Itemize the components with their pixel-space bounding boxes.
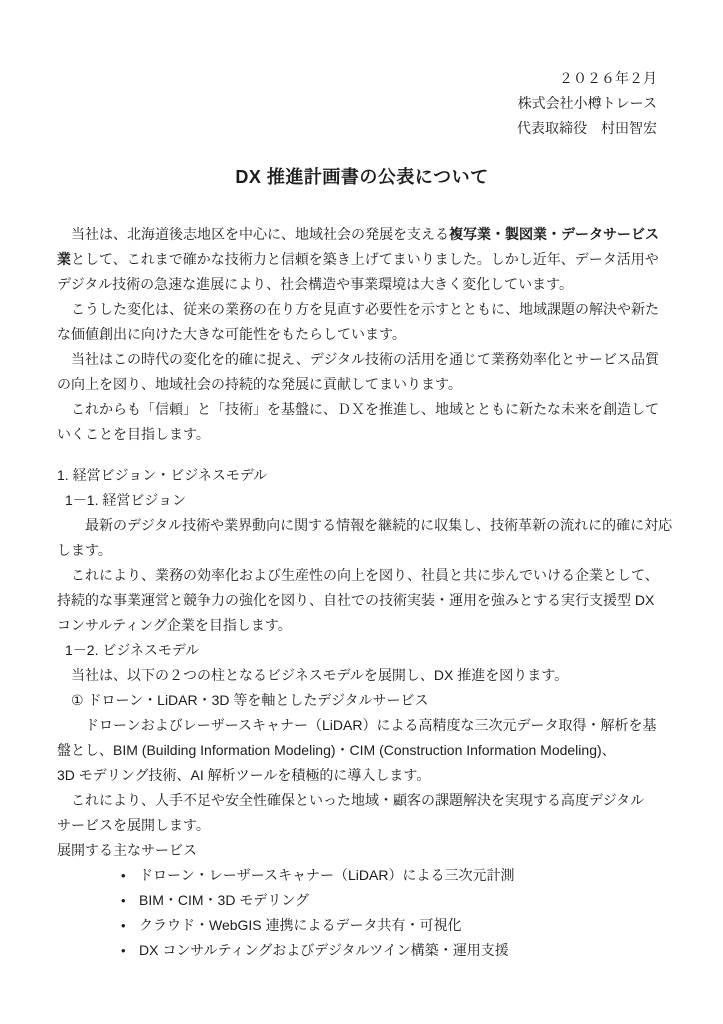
text-line	[57, 563, 667, 588]
text-line	[57, 588, 667, 613]
text-line	[57, 538, 667, 563]
text-line	[57, 763, 667, 788]
section-heading	[57, 463, 667, 488]
text-segment: クラウド・WebGIS 連携によるデータ共有・可視化	[139, 917, 462, 933]
bullet-item	[57, 913, 667, 938]
text-segment: 最新のデジタル技術や業界動向に関する情報を継続的に収集し、技術革新の流れに的確に対応	[57, 517, 673, 533]
text-segment: 1－1. 経営ビジョン	[65, 492, 187, 508]
text-segment: 当社は、北海道後志地区を中心に、地域社会の発展を支える	[57, 226, 449, 242]
text-line	[57, 347, 667, 372]
text-line	[57, 222, 667, 247]
text-segment: な価値創出に向けた大きな可能性をもたらしています。	[57, 326, 406, 342]
text-segment: これからも「信頼」と「技術」を基盤に、ＤＸを推進し、地域とともに新たな未来を創造して	[57, 401, 659, 417]
text-line	[57, 322, 667, 347]
text-segment: ① ドローン・LiDAR・3D 等を軸としたデジタルサービス	[57, 692, 429, 708]
text-segment: BIM・CIM・3D モデリング	[139, 892, 310, 908]
text-segment: 当社はこの時代の変化を的確に捉え、デジタル技術の活用を通じて業務効率化とサービス品質	[57, 351, 659, 367]
text-segment: サービスを展開します。	[57, 817, 210, 833]
bullet-icon: •	[121, 868, 126, 883]
text-segment: こうした変化は、従来の業務の在り方を見直す必要性を示すとともに、地域課題の解決や新た	[57, 301, 659, 317]
bullet-icon: •	[121, 893, 126, 908]
text-line	[57, 613, 667, 638]
text-line	[57, 297, 667, 322]
text-segment: 1. 経営ビジョン・ビジネスモデル	[57, 467, 268, 483]
header-signatory: 代表取締役 村田智宏	[517, 120, 657, 136]
text-segment: デジタル技術の急速な進展により、社会構造や事業環境は大きく変化しています。	[57, 276, 574, 292]
text-line	[57, 788, 667, 813]
text-line	[57, 372, 667, 397]
text-segment: します。	[57, 542, 112, 558]
text-line	[57, 838, 667, 863]
emphasized-text: 業	[57, 251, 71, 267]
text-segment: 当社は、以下の２つの柱となるビジネスモデルを展開し、DX 推進を図ります。	[57, 667, 569, 683]
bullet-icon: •	[121, 918, 126, 933]
text-line	[57, 513, 673, 538]
text-segment: 持続的な事業運営と競争力の強化を図り、自社での技術実装・運用を強みとする実行支援型 DX	[57, 592, 655, 608]
text-segment: の向上を図り、地域社会の持続的な発展に貢献してまいります。	[57, 376, 462, 392]
text-segment: いくことを目指します。	[57, 426, 210, 442]
emphasized-text: 複写業・製図業・データサービス	[449, 226, 659, 242]
header-company-name: 株式会社小樽トレース	[517, 95, 657, 111]
document-body	[57, 222, 673, 963]
text-line	[57, 738, 667, 763]
header-date: ２０２６年２月	[559, 70, 657, 86]
text-segment: ドローン・レーザースキャナー（LiDAR）による三次元計測	[139, 867, 515, 883]
subsection-heading	[57, 488, 667, 513]
text-segment: コンサルティング企業を目指します。	[57, 617, 292, 633]
bullet-item	[57, 938, 667, 963]
document-title: DX 推進計画書の公表について	[235, 167, 489, 187]
text-segment: 展開する主なサービス	[57, 842, 197, 858]
text-line	[57, 247, 667, 272]
bullet-item	[57, 863, 667, 888]
text-segment: として、これまで確かな技術力と信頼を築き上げてまいりました。しかし近年、データ活用や	[71, 251, 659, 267]
text-segment: 3D モデリング技術、AI 解析ツールを積極的に導入します。	[57, 767, 431, 783]
text-line	[57, 397, 667, 422]
text-segment: これにより、人手不足や安全性確保といった地域・顧客の課題解決を実現する高度デジタル	[57, 792, 645, 808]
text-line	[57, 272, 667, 297]
text-line	[57, 422, 667, 447]
text-line	[57, 688, 667, 713]
text-segment: 盤とし、BIM (Building Information Modeling)・CIM (Construction Information Modeling)、	[57, 742, 616, 758]
text-line	[57, 713, 667, 738]
document-header	[57, 66, 657, 141]
text-segment: これにより、業務の効率化および生産性の向上を図り、社員と共に歩んでいける企業として、	[57, 567, 659, 583]
text-line	[57, 813, 667, 838]
text-segment: 1－2. ビジネスモデル	[65, 642, 200, 658]
text-line	[57, 663, 667, 688]
subsection-heading	[57, 638, 667, 663]
text-segment: DX コンサルティングおよびデジタルツイン構築・運用支援	[139, 942, 509, 958]
text-segment: ドローンおよびレーザースキャナー（LiDAR）による高精度な三次元データ取得・解析を基	[57, 717, 657, 733]
bullet-icon: •	[121, 943, 126, 958]
bullet-item	[57, 888, 667, 913]
